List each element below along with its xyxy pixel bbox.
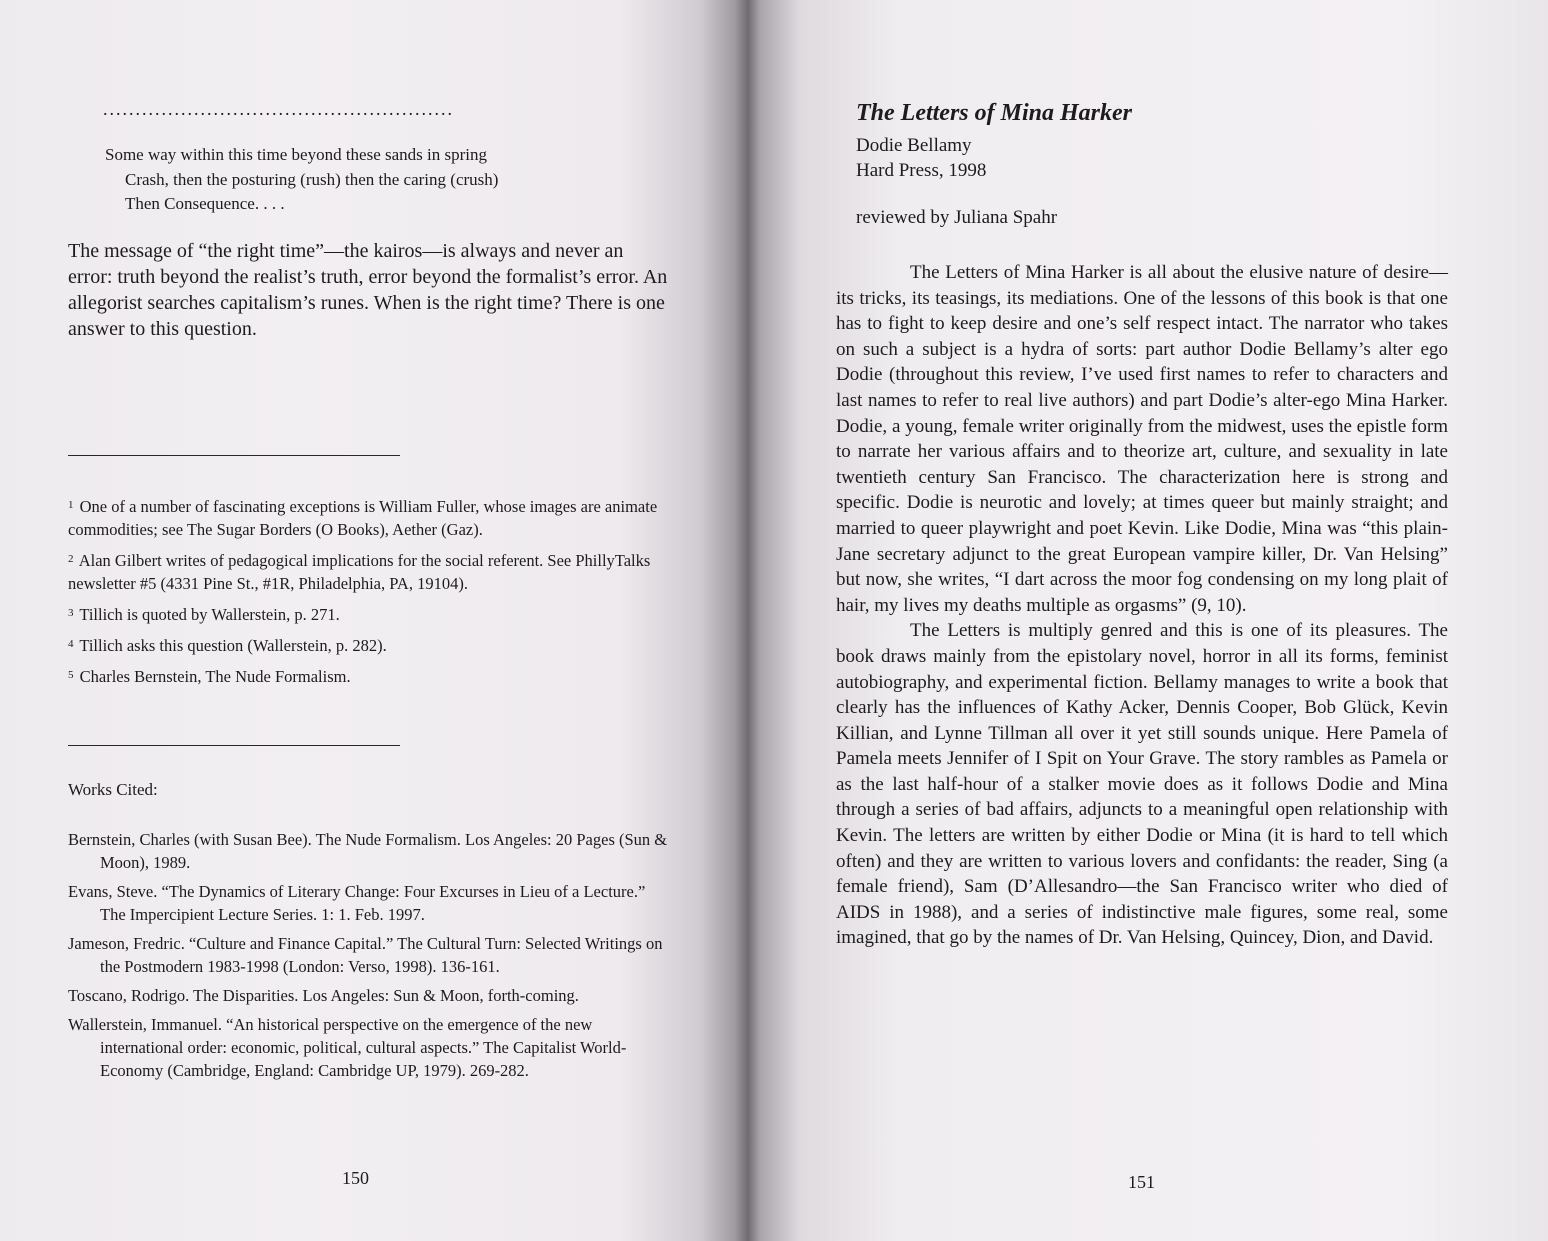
works-cited-heading: Works Cited: — [68, 780, 158, 799]
footnote — [68, 664, 678, 688]
verse-line: Some way within this time beyond these sands in spring — [105, 145, 487, 164]
reviewer-byline: reviewed by Juliana Spahr — [856, 207, 1058, 228]
dotted-separator: ...................................................... — [103, 100, 454, 118]
review-body — [836, 260, 1448, 951]
review-paragraph: The Letters is multiply genred and this is one of its pleasures. The book draws mainly from the epistolary novel, horror in all its forms, feminist autobiography, and experimental fiction. Bellamy manages to write a book that clearly has the influences of Kathy Acker, Dennis Cooper, Bob Glück, Kevin Killian, and Lynne Tillman all over it yet still sounds unique. Here Pamela of Pamela meets Jennifer of I Spit on Your Grave. The story rambles as Pamela or as the last half-hour of a stalker movie does as it follows Dodie and Mina through a series of bad affairs, adjuncts to a meaningful open relationship with Kevin. The letters are written by either Dodie or Mina (it is hard to tell which often) and they are written to various lovers and confidants: the reader, Sing (a female friend), Sam (D’Allesandro—the San Francisco writer who died of AIDS in 1988), and a series of indistinctive male figures, some real, some imagined, that go by the names of Dr. Van Helsing, Quincey, Dion, and David. — [836, 620, 1448, 949]
footnote-rule — [68, 455, 400, 456]
footnote — [68, 602, 678, 626]
paragraph-text: The message of “the right time”—the kairos—is always and never an error: truth beyond the realist’s truth, error beyond the formalist’s error. An allegorist searches capitalism’s runes. When is the right time? There is one answer to this question. — [68, 240, 668, 340]
verse-line: Crash, then the posturing (rush) then the caring (crush) — [125, 169, 499, 189]
footnote-text: One of a number of fascinating exceptions is William Fuller, whose images are animate commodities; see The Sugar Borders (O Books), Aether (Gaz). — [68, 497, 658, 539]
footnotes — [68, 494, 678, 695]
footnote-text: Tillich is quoted by Wallerstein, p. 271. — [79, 605, 340, 624]
page-number: 151 — [1128, 1172, 1155, 1192]
footnote-number: 3 — [68, 607, 74, 619]
verse-excerpt — [105, 143, 645, 217]
citation: Wallerstein, Immanuel. “An historical perspective on the emergence of the new international order: economic, political, cultural aspects.” The Capitalist World-Economy (Cambridge, England: Cambridge UP, 1979). 269-282. — [68, 1015, 627, 1080]
footnote-text: Charles Bernstein, The Nude Formalism. — [79, 667, 351, 686]
verse-line: Then Consequence. . . . — [125, 194, 285, 213]
footnote — [68, 494, 678, 541]
works-cited-rule — [68, 745, 400, 746]
left-page — [0, 0, 740, 1241]
footnote-text: Alan Gilbert writes of pedagogical implications for the social referent. See PhillyTalks newsletter #5 (4331 Pine St., #1R, Philadelphia, PA, 19104). — [68, 551, 651, 593]
citation: Toscano, Rodrigo. The Disparities. Los Angeles: Sun & Moon, forth-coming. — [68, 986, 579, 1005]
works-cited-list — [68, 828, 668, 1088]
book-info — [856, 133, 986, 183]
page-number: 150 — [342, 1168, 369, 1188]
footnote — [68, 548, 678, 595]
footnote-text: Tillich asks this question (Wallerstein, p. 282). — [79, 636, 387, 655]
citation: Evans, Steve. “The Dynamics of Literary Change: Four Excurses in Lieu of a Lecture.” The Impercipient Lecture Series. 1: 1. Feb. 1997. — [68, 882, 646, 924]
footnote — [68, 633, 678, 657]
footnote-number: 5 — [68, 669, 74, 681]
footnote-number: 2 — [68, 553, 74, 565]
footnote-number: 1 — [68, 499, 74, 511]
citation: Bernstein, Charles (with Susan Bee). The Nude Formalism. Los Angeles: 20 Pages (Sun & Moon), 1989. — [68, 830, 668, 872]
review-paragraph: The Letters of Mina Harker is all about the elusive nature of desire—its tricks, its teasings, its mediations. One of the lessons of this book is that one has to fight to keep desire and one’s self respect intact. The narrator who takes on such a subject is a hydra of sorts: part author Dodie Bellamy’s alter ego Dodie (throughout this review, I’ve used first names to refer to characters and last names to refer to real live authors) and part Dodie’s alter-ego Mina Harker. Dodie, a young, female writer originally from the midwest, uses the epistle form to narrate her various affairs and to theorize art, culture, and sexuality in late twentieth century San Francisco. The characterization here is strong and specific. Dodie is neurotic and lovely; at times queer but mainly straight; and married to queer playwright and poet Kevin. Like Dodie, Mina was “this plain-Jane secretary adjunct to the great European vampire killer, Dr. Van Helsing” but now, she writes, “I dart across the moor fog condensing on my long plait of hair, my lives my deaths multiple as orgasms” (9, 10). — [836, 262, 1448, 616]
book-publisher: Hard Press, 1998 — [856, 160, 987, 181]
review-title: The Letters of Mina Harker — [856, 100, 1132, 126]
closing-paragraph — [68, 238, 668, 342]
footnote-number: 4 — [68, 638, 74, 650]
right-page — [752, 0, 1548, 1241]
citation: Jameson, Fredric. “Culture and Finance Capital.” The Cultural Turn: Selected Writings on the Postmodern 1983-1998 (London: Verso, 1998). 136-161. — [68, 934, 663, 976]
book-author: Dodie Bellamy — [856, 135, 972, 156]
